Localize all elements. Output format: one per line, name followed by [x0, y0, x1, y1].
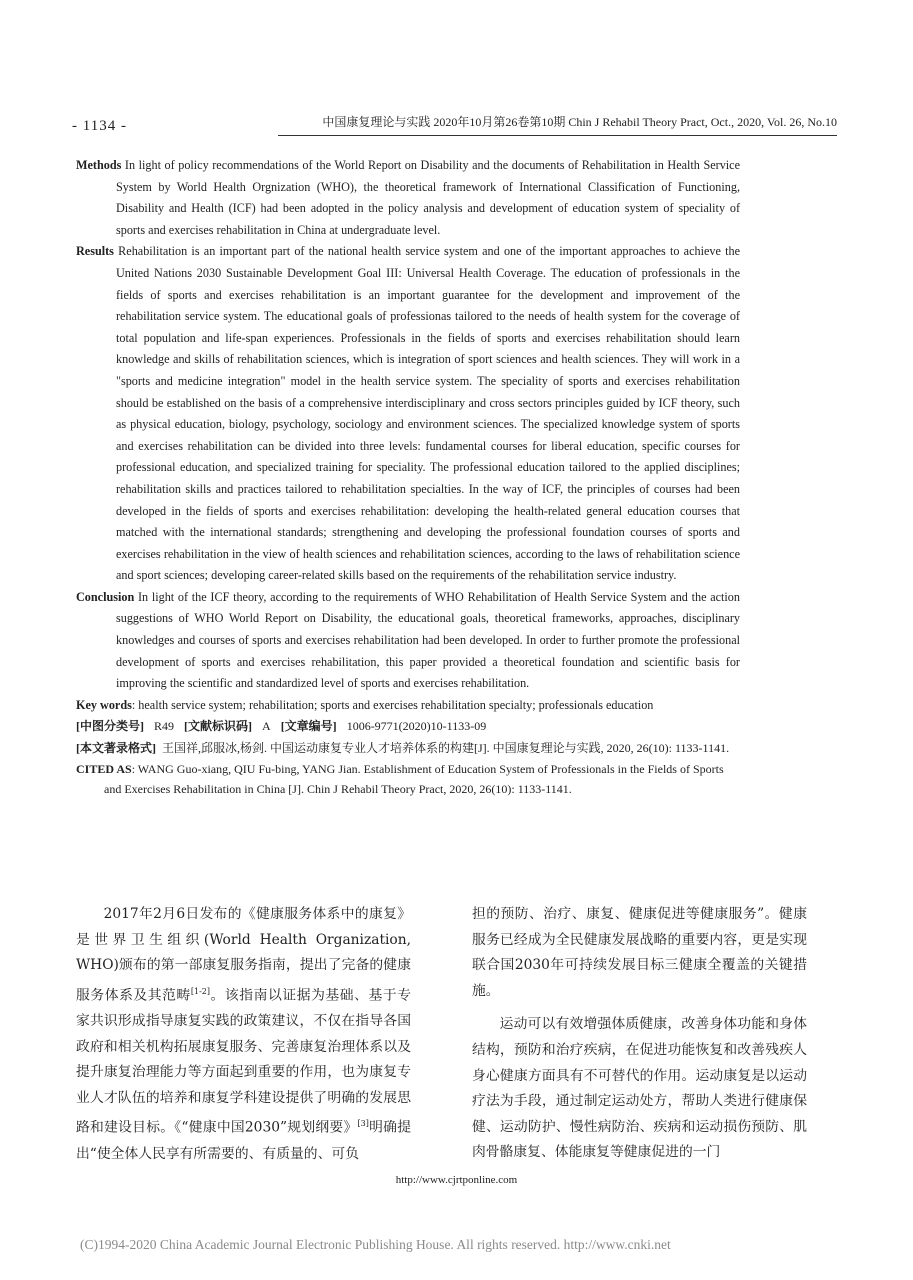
- body-text: 2017年2月6日发布的《健康服务体系中的康复》是世界卫生组织(World Health Organization, WHO)颁布的第一部康复服务指南，提出了完备的健康服务体系及其范畴: [76, 906, 411, 1004]
- page-number: - 1134 -: [72, 118, 127, 134]
- abstract: [76, 155, 740, 799]
- body-paragraph: 担的预防、治疗、康复、健康促进等健康服务”。健康服务已经成为全民健康发展战略的重要内容，更是实现联合国2030年可持续发展目标三健康全覆盖的关键措施。: [472, 906, 807, 999]
- doc-code-label: [文献标识码]: [184, 719, 253, 734]
- body-text: 明确提出“使全体人民享有所需要的、有质量的、可负: [76, 1119, 412, 1162]
- citation-cn: [76, 738, 740, 759]
- citation-cn-label: [本文著录格式]: [76, 741, 156, 756]
- cited-as: [76, 759, 740, 799]
- keywords-text: : health service system; rehabilitation; sports and exercises rehabilitation specialty; professionals education: [131, 697, 654, 712]
- clc-label: [中图分类号]: [76, 719, 144, 734]
- body-column-right: [472, 902, 807, 1174]
- body-paragraph: 运动可以有效增强体质健康，改善身体功能和身体结构，预防和治疗疾病，在促进功能恢复和改善残疾人身心健康方面具有不可替代的作用。运动康复是以运动疗法为手段，通过制定运动处方，帮助人类进行健康保健、运动防护、慢性病防治、疾病和运动损伤预防、肌肉骨骼康复、体能康复等健康促进的一门: [472, 1016, 807, 1161]
- cited-as-text: : WANG Guo-xiang, QIU Fu-bing, YANG Jian. Establishment of Education System of Professionals in the Fields of Sports and Exercises Rehabilitation in China [J]. Chin J Rehabil Theory Pract, 2020, 26(10): 1133-1141.: [104, 762, 724, 797]
- body-text: 。该指南以证据为基础、基于专家共识形成指导康复实践的政策建议，不仅在指导各国政府和相关机构拓展康复服务、完善康复治理体系以及提升康复治理能力等方面起到重要的作用，也为康复专业人才队伍的培养和康复学科建设提供了明确的发展思路和建设目标。《“健康中国2030”规划纲要》: [76, 987, 412, 1136]
- reference-marker[interactable]: [3]: [357, 1119, 369, 1129]
- keywords: [76, 695, 740, 717]
- abstract-results: [76, 241, 740, 587]
- copyright-notice: (C)1994-2020 China Academic Journal Electronic Publishing House. All rights reserved. http://www.cnki.net: [80, 1237, 671, 1252]
- header-rule: [278, 135, 837, 136]
- abstract-methods: [76, 155, 740, 241]
- conclusion-text: In light of the ICF theory, according to the requirements of WHO Rehabilitation of Health Service System and the action suggestions of WHO World Report on Disability, the educational goals, theoretical frameworks, approaches, disciplinary knowledges and courses of sports and exercises rehabilitation had been developed. In order to further promote the professional development of sports and exercises rehabilitation, this paper provided a theoretical foundation and scientific basis for improving the scientific and standardized level of sports and exercises rehabilitation.: [116, 589, 740, 691]
- clc-value: R49: [154, 719, 175, 734]
- journal-header: 中国康复理论与实践 2020年10月第26卷第10期 Chin J Rehabil Theory Pract, Oct., 2020, Vol. 26, No.10: [322, 115, 837, 129]
- methods-text: In light of policy recommendations of the World Report on Disability and the documents of Rehabilitation in Health Service System by World Health Orgnization (WHO), the theoretical framework of International Classification of Functioning, Disability and Health (ICF) had been adopted in the policy analysis and development of education system of speciality of sports and exercises rehabilitation in China at undergraduate level.: [116, 158, 740, 237]
- reference-marker[interactable]: [1-2]: [190, 986, 210, 996]
- citation-cn-text: 王国祥,邱服冰,杨剑. 中国运动康复专业人才培养体系的构建[J]. 中国康复理论与实践, 2020, 26(10): 1133-1141.: [162, 741, 730, 756]
- article-number-value: 1006-9771(2020)10-1133-09: [346, 719, 487, 734]
- cited-as-label: CITED AS: [76, 762, 132, 777]
- body-column-left: [76, 902, 411, 1175]
- methods-label: Methods: [76, 158, 122, 172]
- results-label: Results: [76, 244, 114, 259]
- body-paragraph: [76, 902, 411, 1167]
- abstract-conclusion: [76, 587, 740, 695]
- doc-code-value: A: [262, 719, 271, 734]
- keywords-label: Key words: [76, 697, 132, 712]
- article-number-label: [文章编号]: [280, 719, 337, 734]
- footer-url[interactable]: http://www.cjrtponline.com: [395, 1174, 518, 1186]
- conclusion-label: Conclusion: [76, 589, 135, 604]
- classification-line: [76, 716, 740, 738]
- results-text: Rehabilitation is an important part of the national health service system and one of the important approaches to achieve the United Nations 2030 Sustainable Development Goal III: Universal Health Coverage. The education of professionals in the fields of sports and exercises rehabilitation is an important guarantee for the development and improvement of the rehabilitation service system. The educational goals of professionas tailored to the needs of health system for the coverage of total population and life-span experiences. Professionals in the fields of sports and exercises rehabilitation should learn knowledge and skills of rehabilitation sciences, which is integration of sport sciences and health sciences. They will work in a "sports and medicine integration" model in the health service system. The speciality of sports and exercises rehabilitation should be established on the basis of a comprehensive interdisciplinary and cross sectors principles guided by ICF theory, such as physical education, biology, psychology, sociology and environment sciences. The specialized knowledge system of sports and exercises rehabilitation can be divided into three levels: fundamental courses for liberal education, specific courses for professional education, and specialized training for speciality. The professional education tailored to the applied disciplines; rehabilitation skills and practices tailored to rehabilitation specialties. In the way of ICF, the principles of courses had been developed in the fields of sports and exercises rehabilitation: developing the health-related general education courses that matched with the international standards; strengthening and developing the professional foundation courses of sports and exercises rehabilitation in the view of health sciences and rehabilitation sciences, according to the laws of rehabilitation science and sport sciences; developing career-related skills based on the requirements of the rehabilitation service industry.: [113, 244, 740, 583]
